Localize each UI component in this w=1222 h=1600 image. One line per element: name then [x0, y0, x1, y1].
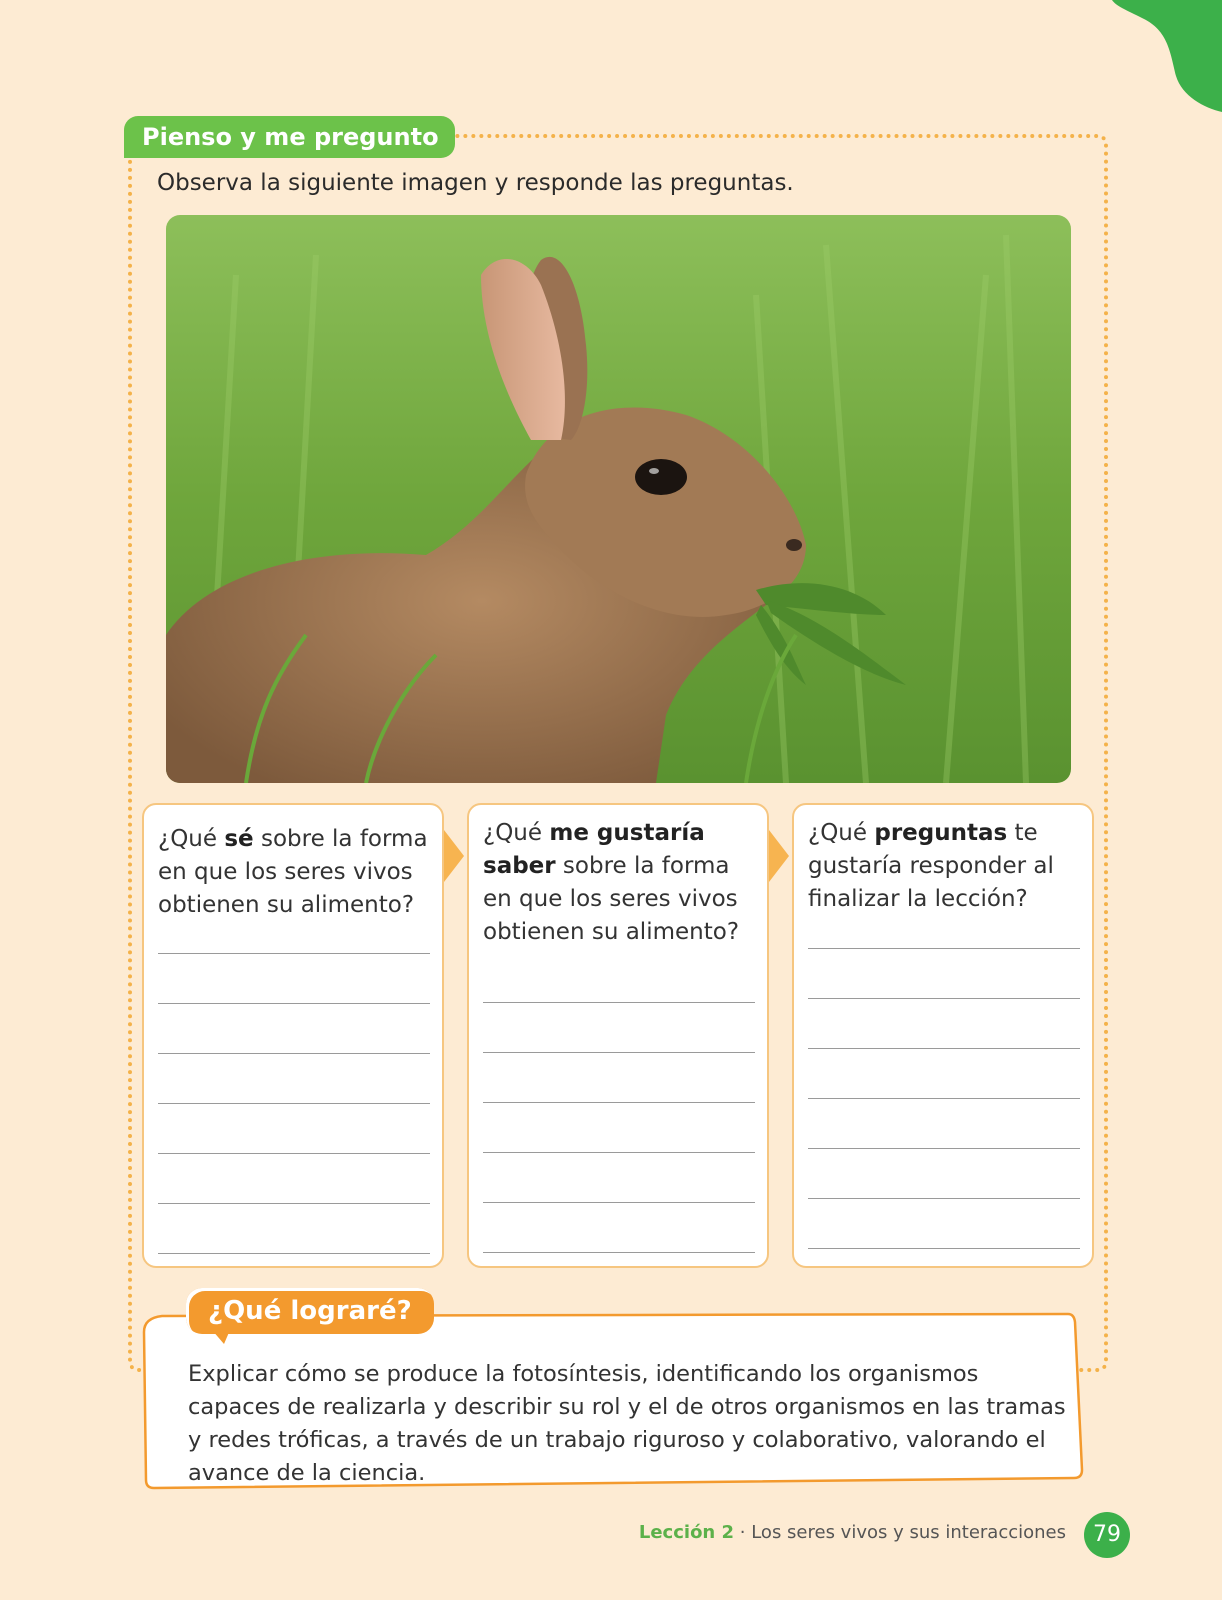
answer-line[interactable] — [808, 1148, 1080, 1149]
answer-line[interactable] — [808, 1048, 1080, 1049]
answer-line[interactable] — [158, 1253, 430, 1254]
goal-tab: ¿Qué lograré? — [186, 1288, 434, 1334]
answer-line[interactable] — [808, 948, 1080, 949]
rabbit-eating-grass-photo — [166, 215, 1071, 783]
question-box-want — [467, 803, 769, 1268]
footer-separator: · — [734, 1522, 752, 1543]
footer-lesson-title: Los seres vivos y sus interacciones — [751, 1522, 1066, 1543]
section-tab-pienso: Pienso y me pregunto — [124, 116, 455, 158]
answer-line[interactable] — [158, 1203, 430, 1204]
footer-lesson — [639, 1522, 1066, 1543]
answer-line[interactable] — [483, 1052, 755, 1053]
question-box-learn — [792, 803, 1094, 1268]
question-want: ¿Qué me gustaría saber sobre la forma en que los seres vivos obtienen su alimento? — [483, 820, 740, 945]
answer-line[interactable] — [483, 1252, 755, 1253]
answer-line[interactable] — [158, 953, 430, 954]
question-box-know — [142, 803, 444, 1268]
answer-line[interactable] — [808, 1098, 1080, 1099]
question-learn: ¿Qué preguntas te gustaría responder al finalizar la lección? — [808, 820, 1054, 912]
answer-line[interactable] — [808, 1248, 1080, 1249]
footer-lesson-number: Lección 2 — [638, 1522, 735, 1543]
answer-line[interactable] — [483, 1102, 755, 1103]
answer-line[interactable] — [158, 1153, 430, 1154]
answer-line[interactable] — [158, 1003, 430, 1004]
question-know: ¿Qué sé sobre la forma en que los seres vivos obtienen su alimento? — [158, 826, 428, 918]
corner-decoration — [1112, 0, 1222, 112]
arrow-right-icon — [444, 830, 464, 882]
answer-line[interactable] — [158, 1103, 430, 1104]
answer-line[interactable] — [808, 998, 1080, 999]
answer-line[interactable] — [483, 1202, 755, 1203]
answer-line[interactable] — [483, 1152, 755, 1153]
page-number: 79 — [1084, 1512, 1130, 1558]
goal-text: Explicar cómo se produce la fotosíntesis, identificando los organismos capaces de realizarla y describir su rol y el de otros organismos en las tramas y redes tróficas, a través de un trabajo riguroso y colaborativo, valorando el avance de la ciencia. — [188, 1361, 1066, 1486]
arrow-right-icon — [769, 830, 789, 882]
answer-line[interactable] — [483, 1002, 755, 1003]
answer-line[interactable] — [158, 1053, 430, 1054]
answer-line[interactable] — [808, 1198, 1080, 1199]
instruction-text: Observa la siguiente imagen y responde las preguntas. — [157, 170, 794, 196]
